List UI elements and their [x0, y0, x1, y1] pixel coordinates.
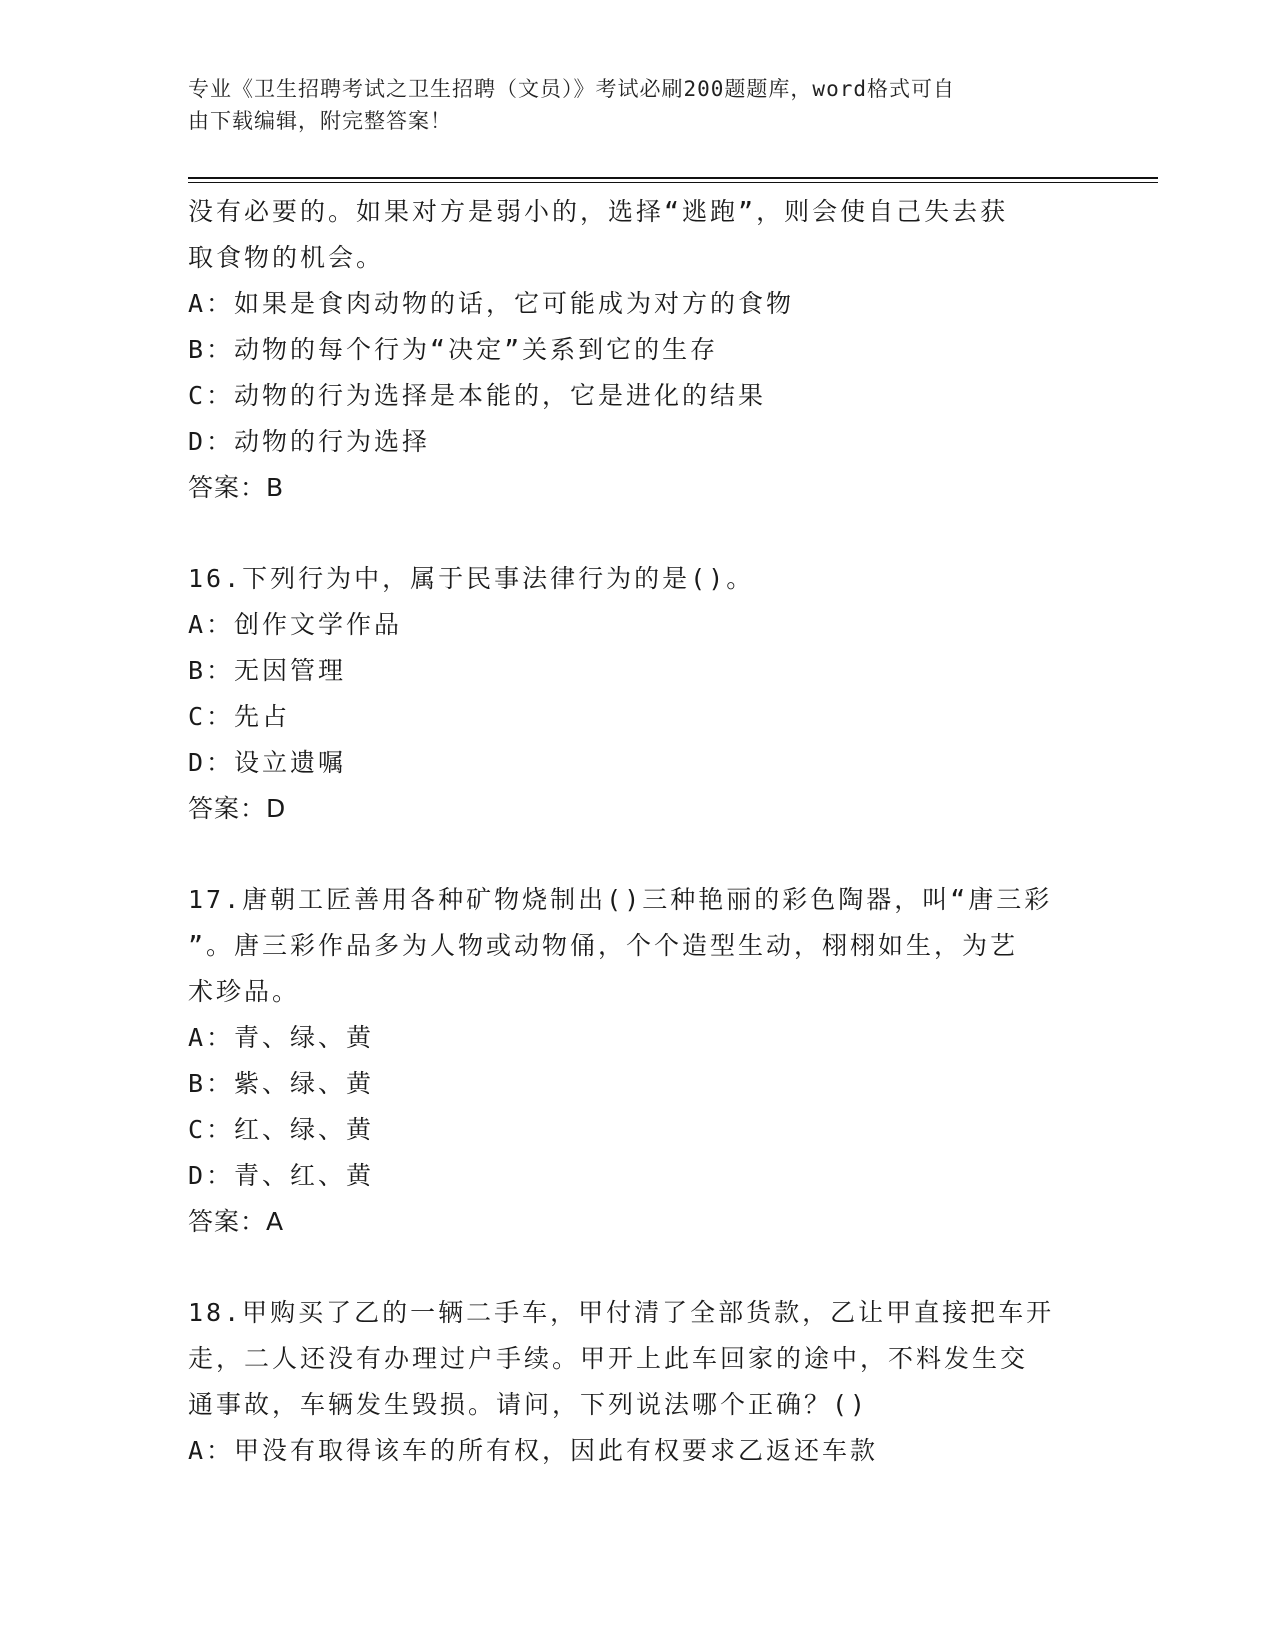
option-c: C：红、绿、黄	[188, 1115, 375, 1144]
question-16	[188, 556, 1088, 832]
header-divider-thin	[188, 182, 1158, 183]
question-stem: 16.下列行为中，属于民事法律行为的是()。	[188, 564, 755, 593]
question-stem: 18.甲购买了乙的一辆二手车，甲付清了全部货款，乙让甲直接把车开	[188, 1298, 1055, 1327]
option-b: B：动物的每个行为“决定”关系到它的生存	[188, 335, 719, 364]
header-line-1: 专业《卫生招聘考试之卫生招聘（文员）》考试必刷200题题库，word格式可自	[188, 77, 955, 101]
header-divider-thick	[188, 177, 1158, 179]
option-d: D：青、红、黄	[188, 1161, 375, 1190]
option-a: A：如果是食肉动物的话，它可能成为对方的食物	[188, 289, 795, 318]
question-stem: 17.唐朝工匠善用各种矿物烧制出()三种艳丽的彩色陶器，叫“唐三彩	[188, 885, 1053, 914]
question-stem: 术珍品。	[188, 977, 301, 1006]
option-d: D：动物的行为选择	[188, 427, 431, 456]
option-a: A：青、绿、黄	[188, 1023, 375, 1052]
question-text-line: 没有必要的。如果对方是弱小的，选择“逃跑”，则会使自己失去获	[188, 197, 1009, 226]
question-18	[188, 1290, 1088, 1474]
option-d: D：设立遗嘱	[188, 748, 347, 777]
answer-line: 答案：D	[188, 794, 287, 823]
question-stem: ”。唐三彩作品多为人物或动物俑，个个造型生动，栩栩如生，为艺	[188, 931, 1019, 960]
question-15-continuation	[188, 189, 1088, 511]
question-17	[188, 877, 1088, 1245]
question-stem: 走，二人还没有办理过户手续。甲开上此车回家的途中，不料发生交	[188, 1344, 1029, 1373]
question-spacer	[188, 832, 1088, 877]
option-c: C：先占	[188, 702, 291, 731]
header-line-2: 由下载编辑，附完整答案！	[188, 109, 452, 133]
option-a: A：创作文学作品	[188, 610, 403, 639]
answer-line: 答案：A	[188, 1207, 285, 1236]
option-a: A：甲没有取得该车的所有权，因此有权要求乙返还车款	[188, 1436, 879, 1465]
question-text-line: 取食物的机会。	[188, 243, 385, 272]
question-stem: 通事故，车辆发生毁损。请问，下列说法哪个正确？()	[188, 1390, 869, 1419]
answer-line: 答案：B	[188, 473, 285, 502]
question-spacer	[188, 511, 1088, 556]
document-header	[188, 73, 1068, 137]
question-content	[188, 189, 1088, 1474]
document-page	[188, 0, 1158, 1650]
option-b: B：紫、绿、黄	[188, 1069, 375, 1098]
option-b: B：无因管理	[188, 656, 347, 685]
option-c: C：动物的行为选择是本能的，它是进化的结果	[188, 381, 767, 410]
question-spacer	[188, 1245, 1088, 1290]
